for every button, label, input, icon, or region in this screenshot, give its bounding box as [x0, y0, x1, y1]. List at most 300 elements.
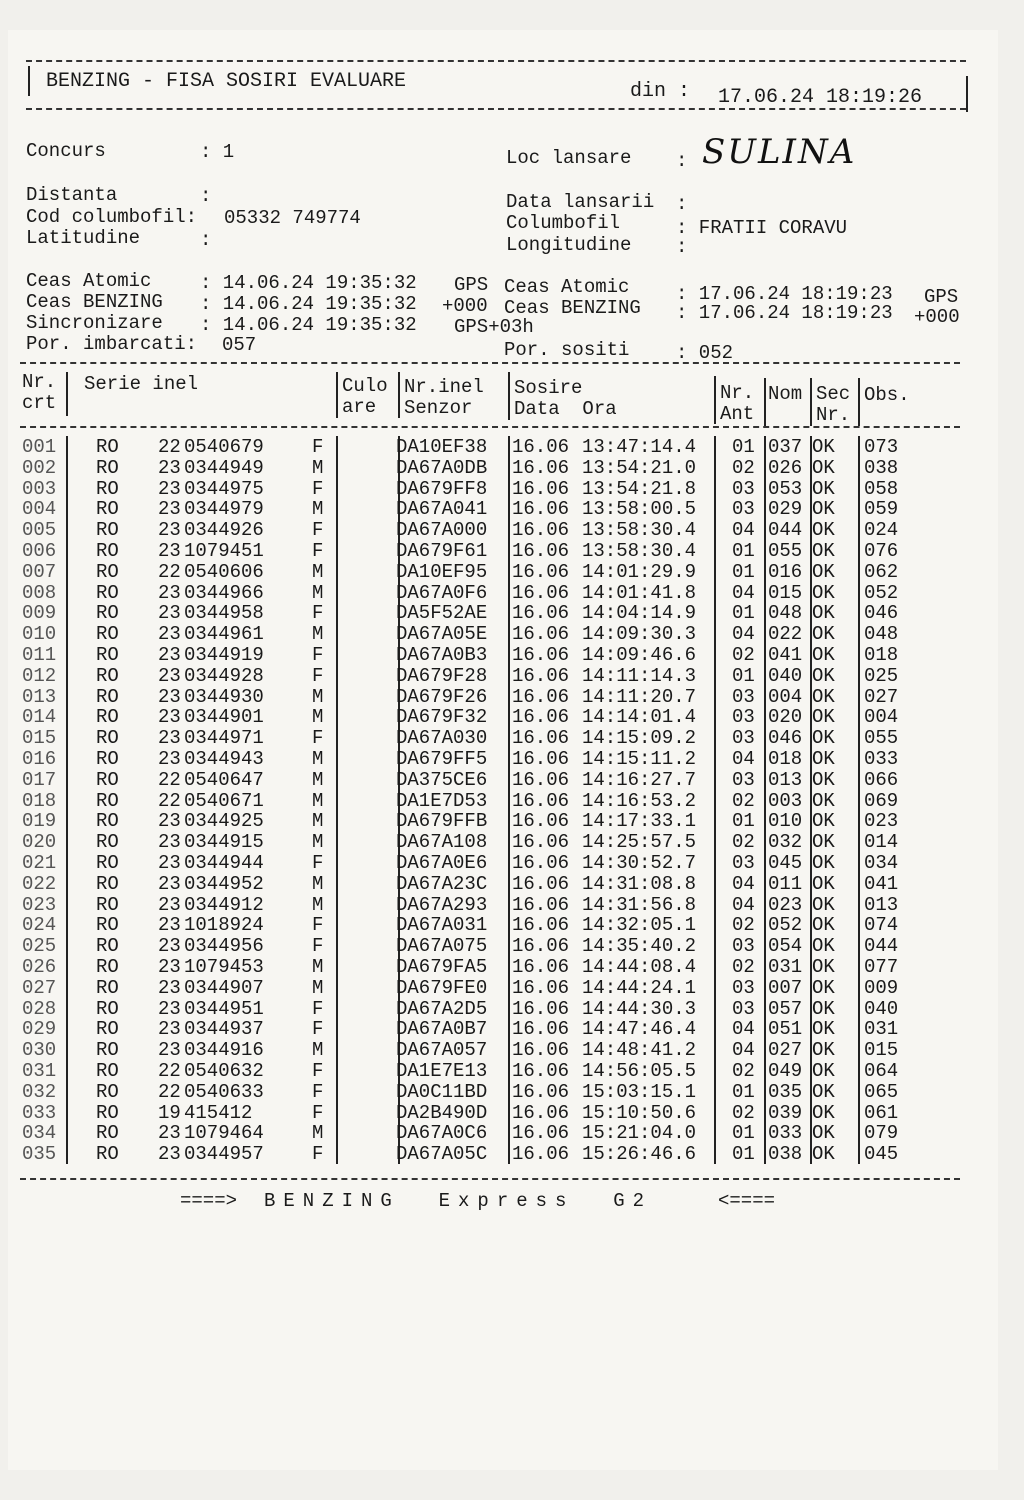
- ring-number: 0344919: [184, 644, 264, 666]
- arrival-date: 16.06: [512, 831, 570, 854]
- observation: 041: [864, 872, 899, 895]
- row-divider: [858, 457, 860, 478]
- row-divider: [714, 561, 716, 582]
- sex: M: [312, 581, 324, 604]
- row-divider: [336, 1081, 338, 1102]
- loc-lansare-label: Loc lansare: [506, 147, 632, 169]
- ceas-benzing-arrival-label: Ceas BENZING: [504, 297, 641, 319]
- ring-year: 23: [158, 976, 181, 999]
- row-divider: [336, 706, 338, 727]
- arrival-date: 16.06: [512, 706, 570, 729]
- sensor-id: DA67A293: [396, 893, 488, 916]
- antenna-nr: 01: [732, 664, 755, 687]
- antenna-nr: 04: [732, 893, 755, 916]
- concurs-value: : 1: [200, 141, 235, 163]
- arrival-date: 16.06: [512, 602, 570, 625]
- security-status: OK: [812, 1101, 835, 1124]
- arrival-time: 14:31:08.8: [582, 872, 697, 895]
- arrival-date: 16.06: [512, 1143, 570, 1166]
- footer-brand: BENZING Express G2: [264, 1190, 653, 1212]
- sensor-id: DA679FE0: [396, 976, 488, 999]
- antenna-nr: 01: [732, 1122, 755, 1145]
- row-number: 018: [22, 789, 57, 812]
- row-divider: [858, 1039, 860, 1060]
- ring-year: 23: [158, 706, 181, 729]
- sex: M: [312, 1122, 324, 1145]
- row-divider: [858, 436, 860, 457]
- security-status: OK: [812, 685, 835, 708]
- row-divider: [336, 873, 338, 894]
- ring-number: 0344912: [184, 893, 264, 916]
- row-number: 021: [22, 852, 57, 874]
- columbofil-value: : FRATII CORAVU: [676, 217, 848, 239]
- ring-number: 0344928: [184, 664, 264, 687]
- security-status: OK: [812, 436, 835, 458]
- ring-number: 1079453: [184, 956, 264, 978]
- ring-year: 23: [158, 519, 181, 542]
- table-row: [0, 1039, 1000, 1060]
- ring-year: 23: [158, 831, 181, 854]
- arrival-time: 14:09:46.6: [582, 644, 697, 666]
- row-divider: [508, 935, 510, 956]
- nominal-nr: 020: [768, 706, 803, 729]
- ring-number: 0540632: [184, 1060, 264, 1082]
- arrival-date: 16.06: [512, 540, 570, 562]
- sensor-id: DA679F28: [396, 664, 488, 687]
- row-number: 029: [22, 1018, 57, 1041]
- row-divider: [858, 1018, 860, 1039]
- row-divider: [66, 852, 68, 873]
- table-row: [0, 1102, 1000, 1123]
- arrival-time: 13:54:21.8: [582, 477, 697, 500]
- ring-year: 23: [158, 748, 181, 770]
- ring-number: 0344944: [184, 852, 264, 874]
- table-row: [0, 1060, 1000, 1081]
- sensor-id: DA0C11BD: [396, 1080, 488, 1103]
- arrival-date: 16.06: [512, 644, 570, 666]
- sensor-id: DA67A108: [396, 831, 488, 854]
- row-number: 025: [22, 935, 57, 958]
- row-divider: [858, 852, 860, 873]
- row-divider: [336, 1039, 338, 1060]
- observation: 031: [864, 1018, 899, 1041]
- sensor-id: DA67A0F6: [396, 581, 488, 604]
- sincronizare-value: : 14.06.24 19:35:32: [200, 314, 417, 336]
- country-code: RO: [96, 1101, 119, 1124]
- row-divider: [66, 935, 68, 956]
- nominal-nr: 022: [768, 623, 803, 646]
- antenna-nr: 03: [732, 976, 755, 999]
- nominal-nr: 038: [768, 1143, 803, 1166]
- observation: 055: [864, 727, 899, 750]
- row-divider: [764, 602, 766, 623]
- arrival-date: 16.06: [512, 1080, 570, 1103]
- row-divider: [336, 540, 338, 561]
- security-status: OK: [812, 540, 835, 562]
- security-status: OK: [812, 976, 835, 999]
- security-status: OK: [812, 1080, 835, 1103]
- sensor-id: DA679FF5: [396, 748, 488, 770]
- row-divider: [66, 602, 68, 623]
- ring-number: 0344951: [184, 997, 264, 1020]
- row-divider: [336, 665, 338, 686]
- security-status: OK: [812, 831, 835, 854]
- antenna-nr: 01: [732, 540, 755, 562]
- report-datetime: 17.06.24 18:19:26: [718, 86, 923, 109]
- antenna-nr: 01: [732, 436, 755, 458]
- table-row: [0, 748, 1000, 769]
- row-divider: [336, 852, 338, 873]
- ring-number: 0344949: [184, 456, 264, 479]
- arrival-date: 16.06: [512, 852, 570, 874]
- row-divider: [714, 873, 716, 894]
- sensor-id: DA1E7E13: [396, 1060, 488, 1082]
- row-divider: [66, 478, 68, 499]
- security-status: OK: [812, 768, 835, 791]
- ring-number: 0344925: [184, 810, 264, 833]
- country-code: RO: [96, 914, 119, 937]
- security-status: OK: [812, 560, 835, 583]
- row-number: 013: [22, 685, 57, 708]
- row-divider: [336, 748, 338, 769]
- row-divider: [336, 623, 338, 644]
- row-number: 022: [22, 872, 57, 895]
- ring-year: 23: [158, 477, 181, 500]
- antenna-nr: 02: [732, 914, 755, 937]
- arrival-time: 15:10:50.6: [582, 1101, 697, 1124]
- loc-lansare-handwritten: SULINA: [702, 132, 857, 172]
- data-lansarii-label: Data lansarii: [506, 191, 655, 213]
- observation: 059: [864, 498, 899, 521]
- observation: 066: [864, 768, 899, 791]
- row-divider: [764, 873, 766, 894]
- antenna-nr: 02: [732, 456, 755, 479]
- arrival-date: 16.06: [512, 789, 570, 812]
- antenna-nr: 02: [732, 1060, 755, 1082]
- row-divider: [858, 1102, 860, 1123]
- row-divider: [66, 1018, 68, 1039]
- row-divider: [66, 810, 68, 831]
- ring-number: 0344961: [184, 623, 264, 646]
- row-divider: [508, 498, 510, 519]
- row-divider: [714, 1102, 716, 1123]
- ring-number: 0344916: [184, 1039, 264, 1062]
- row-divider: [508, 873, 510, 894]
- row-divider: [508, 956, 510, 977]
- sensor-id: DA67A041: [396, 498, 488, 521]
- ring-year: 23: [158, 644, 181, 666]
- observation: 034: [864, 852, 899, 874]
- table-row: [0, 956, 1000, 977]
- row-divider: [336, 498, 338, 519]
- sensor-id: DA679FA5: [396, 956, 488, 978]
- nominal-nr: 004: [768, 685, 803, 708]
- sincronizare-label: Sincronizare: [26, 312, 163, 334]
- arrival-time: 15:03:15.1: [582, 1080, 697, 1103]
- country-code: RO: [96, 935, 119, 958]
- row-divider: [66, 582, 68, 603]
- sensor-id: DA10EF95: [396, 560, 488, 583]
- arrival-time: 14:44:24.1: [582, 976, 697, 999]
- ring-year: 23: [158, 956, 181, 978]
- ceas-atomic-arrival-suffix: GPS: [924, 286, 959, 308]
- sex: M: [312, 560, 324, 583]
- antenna-nr: 02: [732, 789, 755, 812]
- row-divider: [714, 457, 716, 478]
- row-divider: [858, 873, 860, 894]
- row-divider: [764, 665, 766, 686]
- imbarcati-value: 057: [222, 334, 257, 356]
- sex: M: [312, 810, 324, 833]
- row-divider: [714, 977, 716, 998]
- header-bottom-border: [26, 108, 966, 110]
- row-divider: [66, 686, 68, 707]
- row-divider: [508, 582, 510, 603]
- row-number: 006: [22, 540, 57, 562]
- antenna-nr: 01: [732, 810, 755, 833]
- row-number: 034: [22, 1122, 57, 1145]
- ring-number: 0344943: [184, 748, 264, 770]
- country-code: RO: [96, 664, 119, 687]
- row-divider: [764, 727, 766, 748]
- row-divider: [714, 1060, 716, 1081]
- nominal-nr: 035: [768, 1080, 803, 1103]
- sensor-id: DA67A0E6: [396, 852, 488, 874]
- row-divider: [66, 665, 68, 686]
- arrival-time: 14:15:09.2: [582, 727, 697, 750]
- latitudine-label: Latitudine: [26, 227, 141, 249]
- antenna-nr: 03: [732, 498, 755, 521]
- arrival-date: 16.06: [512, 748, 570, 770]
- table-row: [0, 561, 1000, 582]
- row-divider: [66, 831, 68, 852]
- row-divider: [336, 1102, 338, 1123]
- nominal-nr: 016: [768, 560, 803, 583]
- row-divider: [858, 665, 860, 686]
- table-row: [0, 706, 1000, 727]
- row-divider: [858, 810, 860, 831]
- row-divider: [858, 831, 860, 852]
- row-divider: [764, 457, 766, 478]
- footer-arrow-left: ====>: [180, 1190, 238, 1212]
- country-code: RO: [96, 956, 119, 978]
- arrival-time: 14:16:53.2: [582, 789, 697, 812]
- col-header-sosire: Sosire Data Ora: [514, 377, 617, 420]
- row-divider: [508, 790, 510, 811]
- country-code: RO: [96, 706, 119, 729]
- nominal-nr: 037: [768, 436, 803, 458]
- nominal-nr: 033: [768, 1122, 803, 1145]
- country-code: RO: [96, 644, 119, 666]
- antenna-nr: 03: [732, 727, 755, 750]
- table-row: [0, 1143, 1000, 1164]
- row-divider: [508, 1081, 510, 1102]
- row-number: 033: [22, 1101, 57, 1124]
- row-divider: [764, 644, 766, 665]
- sex: M: [312, 623, 324, 646]
- row-divider: [858, 1060, 860, 1081]
- observation: 044: [864, 935, 899, 958]
- row-divider: [764, 623, 766, 644]
- table-row: [0, 852, 1000, 873]
- arrival-date: 16.06: [512, 976, 570, 999]
- ceas-benzing-launch-value: : 14.06.24 19:35:32: [200, 293, 417, 315]
- arrival-time: 14:35:40.2: [582, 935, 697, 958]
- row-divider: [714, 769, 716, 790]
- row-divider: [508, 831, 510, 852]
- row-divider: [66, 873, 68, 894]
- sex: F: [312, 1143, 324, 1166]
- header-top-border: [26, 60, 966, 62]
- arrival-date: 16.06: [512, 623, 570, 646]
- security-status: OK: [812, 914, 835, 937]
- row-divider: [508, 706, 510, 727]
- row-divider: [66, 519, 68, 540]
- arrival-date: 16.06: [512, 1122, 570, 1145]
- ring-number: 0344957: [184, 1143, 264, 1166]
- ring-number: 0540647: [184, 768, 264, 791]
- row-divider: [858, 582, 860, 603]
- row-divider: [336, 769, 338, 790]
- ring-year: 23: [158, 540, 181, 562]
- row-divider: [66, 894, 68, 915]
- row-divider: [714, 540, 716, 561]
- row-divider: [336, 686, 338, 707]
- ring-year: 23: [158, 727, 181, 750]
- arrival-date: 16.06: [512, 436, 570, 458]
- nominal-nr: 007: [768, 976, 803, 999]
- ring-year: 22: [158, 789, 181, 812]
- country-code: RO: [96, 1080, 119, 1103]
- observation: 064: [864, 1060, 899, 1082]
- ring-number: 0344956: [184, 935, 264, 958]
- country-code: RO: [96, 976, 119, 999]
- ring-number: 0344979: [184, 498, 264, 521]
- row-divider: [336, 894, 338, 915]
- arrival-date: 16.06: [512, 997, 570, 1020]
- arrival-date: 16.06: [512, 956, 570, 978]
- row-divider: [714, 790, 716, 811]
- nominal-nr: 031: [768, 956, 803, 978]
- arrival-time: 13:54:21.0: [582, 456, 697, 479]
- row-divider: [66, 623, 68, 644]
- row-divider: [764, 1122, 766, 1143]
- sensor-id: DA67A0C6: [396, 1122, 488, 1145]
- table-row: [0, 623, 1000, 644]
- observation: 046: [864, 602, 899, 625]
- nominal-nr: 048: [768, 602, 803, 625]
- sensor-id: DA679F26: [396, 685, 488, 708]
- arrival-time: 13:58:30.4: [582, 519, 697, 542]
- col-header-senzor: Nr.inel Senzor: [404, 376, 484, 419]
- sensor-id: DA67A000: [396, 519, 488, 542]
- row-number: 027: [22, 976, 57, 999]
- row-number: 032: [22, 1080, 57, 1103]
- observation: 027: [864, 685, 899, 708]
- ceas-atomic-launch-label: Ceas Atomic: [26, 270, 152, 292]
- row-divider: [508, 1122, 510, 1143]
- row-divider: [336, 561, 338, 582]
- arrival-date: 16.06: [512, 1060, 570, 1082]
- row-divider: [508, 977, 510, 998]
- row-divider: [336, 914, 338, 935]
- security-status: OK: [812, 1143, 835, 1166]
- report-title: BENZING - FISA SOSIRI EVALUARE: [46, 70, 407, 93]
- row-divider: [66, 977, 68, 998]
- row-divider: [858, 935, 860, 956]
- nominal-nr: 032: [768, 831, 803, 854]
- ceas-benzing-launch-label: Ceas BENZING: [26, 291, 163, 313]
- sensor-id: DA67A0DB: [396, 456, 488, 479]
- arrival-date: 16.06: [512, 1039, 570, 1062]
- ring-number: 0540633: [184, 1080, 264, 1103]
- table-row: [0, 665, 1000, 686]
- observation: 048: [864, 623, 899, 646]
- row-divider: [714, 748, 716, 769]
- antenna-nr: 03: [732, 997, 755, 1020]
- ceas-atomic-launch-suffix: GPS: [454, 274, 489, 296]
- observation: 023: [864, 810, 899, 833]
- table-row: [0, 582, 1000, 603]
- antenna-nr: 04: [732, 519, 755, 542]
- col-divider: [714, 376, 716, 424]
- row-divider: [764, 478, 766, 499]
- row-divider: [764, 561, 766, 582]
- observation: 065: [864, 1080, 899, 1103]
- ring-number: 0344915: [184, 831, 264, 854]
- security-status: OK: [812, 706, 835, 729]
- row-divider: [858, 977, 860, 998]
- ring-year: 22: [158, 1080, 181, 1103]
- col-divider: [398, 372, 400, 418]
- sositi-value: : 052: [676, 342, 734, 364]
- observation: 052: [864, 581, 899, 604]
- row-divider: [66, 1122, 68, 1143]
- ring-number: 0344958: [184, 602, 264, 625]
- row-divider: [508, 457, 510, 478]
- nominal-nr: 039: [768, 1101, 803, 1124]
- row-divider: [714, 935, 716, 956]
- row-divider: [508, 1039, 510, 1060]
- sex: F: [312, 664, 324, 687]
- country-code: RO: [96, 456, 119, 479]
- table-bottom-border: [20, 1178, 960, 1180]
- sex: M: [312, 1039, 324, 1062]
- row-divider: [858, 769, 860, 790]
- row-divider: [764, 790, 766, 811]
- sex: F: [312, 436, 324, 458]
- row-divider: [508, 852, 510, 873]
- sex: M: [312, 685, 324, 708]
- ring-number: 0540679: [184, 436, 264, 458]
- country-code: RO: [96, 581, 119, 604]
- security-status: OK: [812, 498, 835, 521]
- row-divider: [764, 1039, 766, 1060]
- observation: 040: [864, 997, 899, 1020]
- ring-number: 0540606: [184, 560, 264, 583]
- row-divider: [764, 582, 766, 603]
- country-code: RO: [96, 852, 119, 874]
- row-divider: [764, 1081, 766, 1102]
- nominal-nr: 023: [768, 893, 803, 916]
- arrival-time: 13:47:14.4: [582, 436, 697, 458]
- sensor-id: DA67A0B7: [396, 1018, 488, 1041]
- nominal-nr: 040: [768, 664, 803, 687]
- col-divider: [810, 378, 812, 426]
- country-code: RO: [96, 872, 119, 895]
- row-divider: [714, 727, 716, 748]
- antenna-nr: 03: [732, 477, 755, 500]
